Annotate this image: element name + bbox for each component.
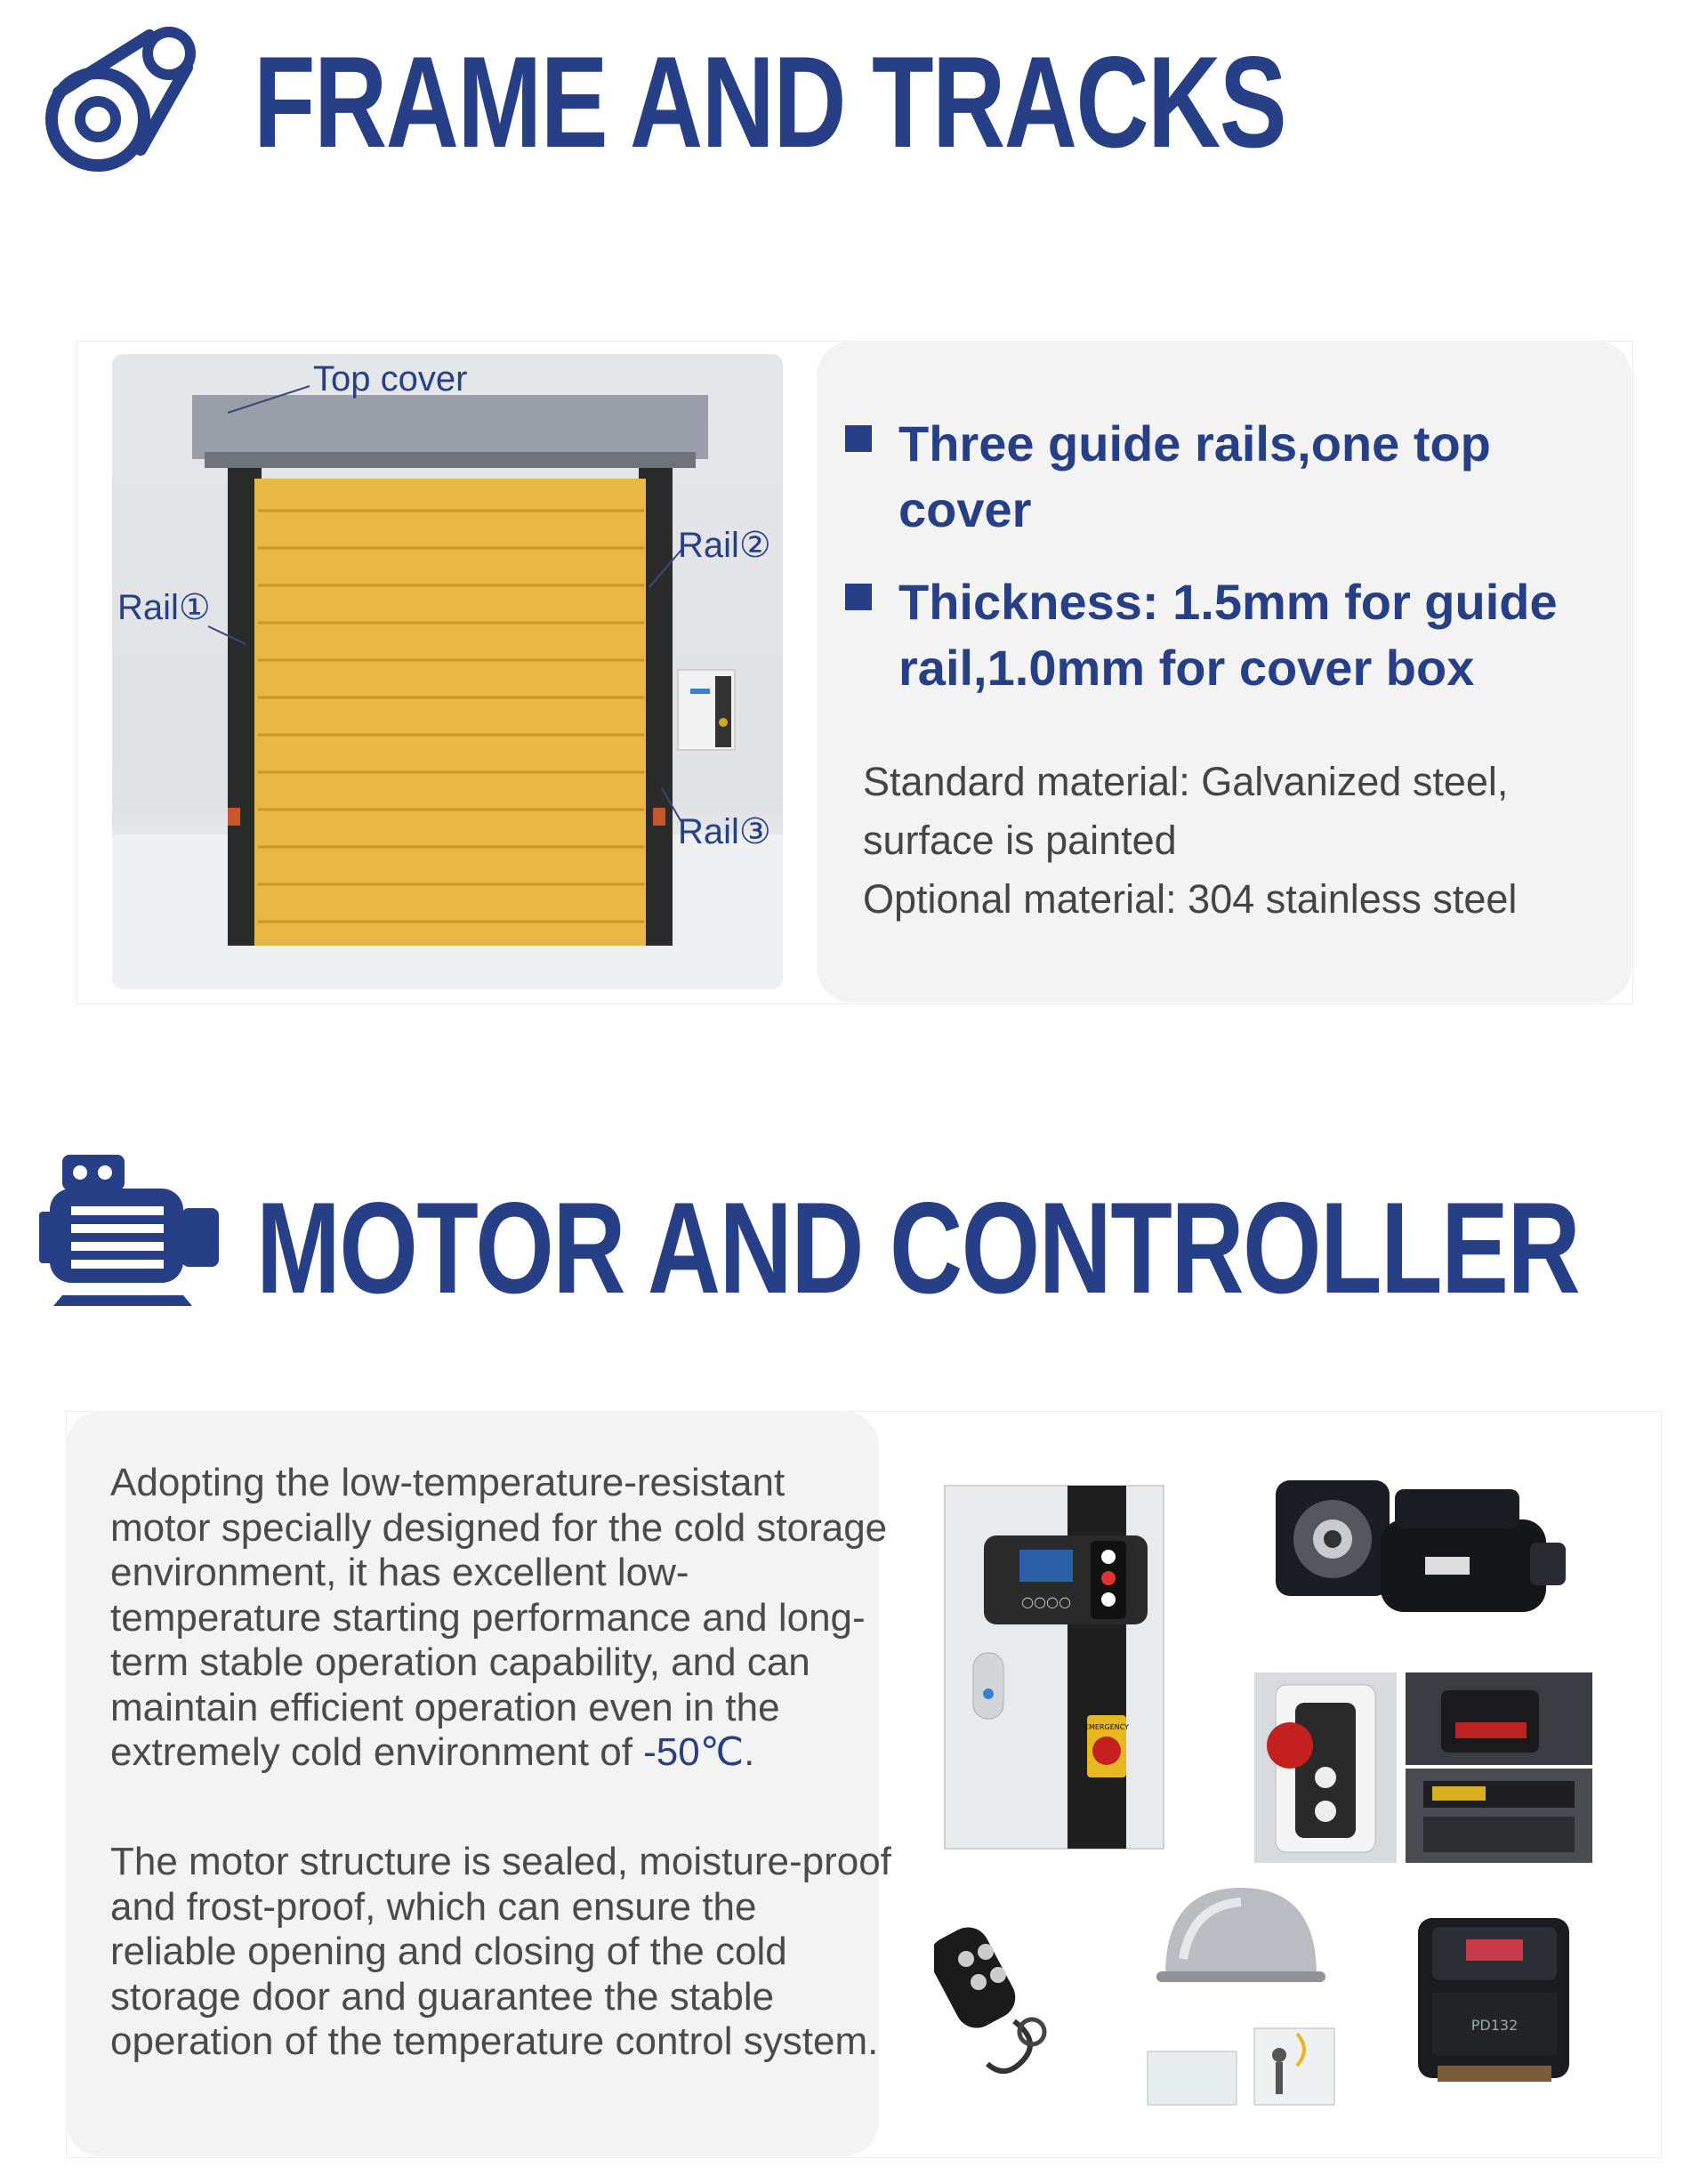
loop-detector-image	[1406, 1900, 1583, 2091]
loop-detector-brand: PD132	[1470, 2017, 1519, 2034]
gear-motor-image	[1258, 1471, 1580, 1637]
door-illustration	[112, 354, 783, 989]
note-surface: surface is painted	[863, 818, 1177, 863]
section-title-motor: MOTOR AND CONTROLLER	[256, 1175, 1580, 1320]
belt-pulley-icon	[43, 14, 203, 174]
section-title-frame: FRAME AND TRACKS	[254, 29, 1286, 174]
door-diagram	[112, 354, 783, 989]
emergency-label: EMERGENCY	[1084, 1723, 1130, 1731]
label-top-cover: Top cover	[313, 359, 468, 399]
bullet-square-icon	[845, 584, 872, 610]
control-box-image	[943, 1484, 1165, 1850]
control-box-display: ○○○○	[1021, 1593, 1071, 1610]
material-notes	[863, 753, 1610, 929]
bullet-text-rails: Three guide rails,one top cover	[898, 415, 1491, 537]
label-rail-3: Rail③	[678, 812, 771, 851]
push-button-station-image	[1254, 1672, 1397, 1863]
motor-paragraph-1-text: Adopting the low-temperature-resistant motor specially designed for the cold storage environment, it has excellent low-temperature starting performance and long-term stable operation capability, and can maintain efficient operation even in the extremely cold environment of	[110, 1461, 888, 1774]
spec-bullet	[845, 411, 1610, 544]
label-rail-2: Rail②	[678, 526, 771, 565]
control-board-image	[1406, 1672, 1592, 1863]
temperature-highlight: -50℃	[643, 1730, 745, 1774]
note-standard-material: Standard material: Galvanized steel,	[863, 759, 1509, 804]
motor-paragraph-1	[110, 1461, 893, 1776]
remote-control-image	[934, 1907, 1059, 2085]
spec-bullet	[845, 569, 1610, 703]
motor-paragraph-1-end: .	[744, 1730, 755, 1774]
motor-paragraph-2: The motor structure is sealed, moisture-proof and frost-proof, which can ensure the reliable opening and closing of the cold storage door and guarantee the stable operation of the temperature control system.	[110, 1840, 891, 2063]
note-optional-material: Optional material: 304 stainless steel	[863, 876, 1518, 922]
bullet-square-icon	[845, 425, 872, 452]
label-rail-1: Rail①	[117, 588, 211, 627]
bullet-text-thickness: Thickness: 1.5mm for guide rail,1.0mm for cover box	[898, 574, 1558, 696]
radar-sensor-image	[1130, 1877, 1352, 2117]
motor-icon	[39, 1153, 221, 1306]
